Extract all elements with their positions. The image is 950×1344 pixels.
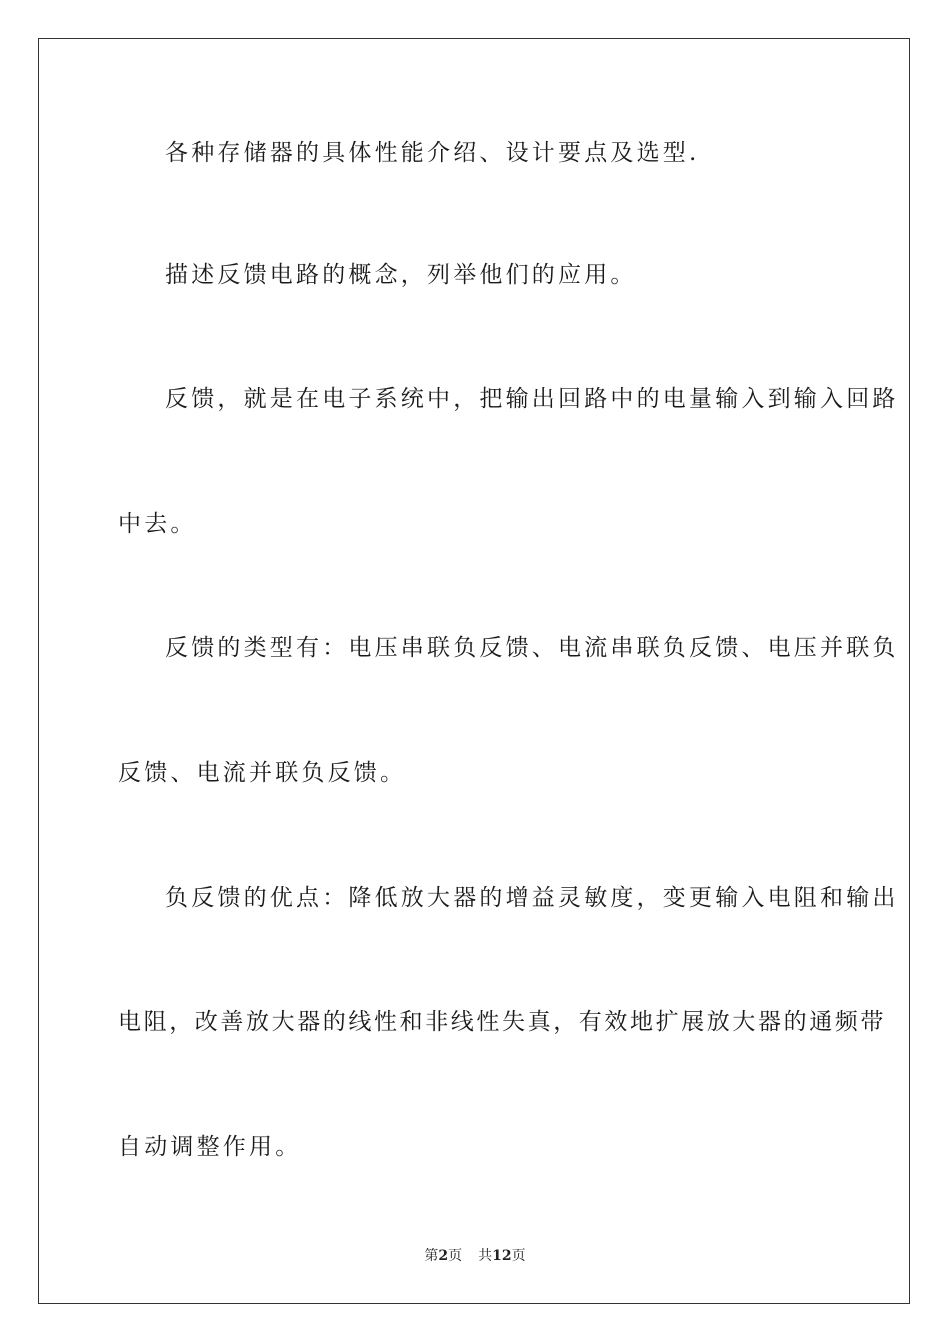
footer-total-prefix: 共	[478, 1248, 493, 1264]
paragraph-line-5: 反馈的类型有：电压串联负反馈、电流串联负反馈、电压并联负	[165, 635, 899, 661]
paragraph-line-7: 负反馈的优点：降低放大器的增益灵敏度，变更输入电阻和输出	[165, 885, 899, 911]
paragraph-line-8: 电阻，改善放大器的线性和非线性失真，有效地扩展放大器的通频带	[118, 1009, 886, 1035]
footer-total-number: 12	[492, 1248, 512, 1264]
paragraph-line-6: 反馈、电流并联负反馈。	[118, 760, 407, 786]
footer-page-suffix: 页	[448, 1248, 463, 1264]
paragraph-line-2: 描述反馈电路的概念，列举他们的应用。	[165, 262, 637, 288]
paragraph-line-3: 反馈，就是在电子系统中，把输出回路中的电量输入到输入回路	[165, 386, 899, 412]
footer-page-number: 2	[438, 1248, 449, 1264]
page-border	[38, 38, 910, 1304]
page-footer	[0, 1246, 950, 1266]
paragraph-line-9: 自动调整作用。	[118, 1134, 302, 1160]
footer-total-suffix: 页	[511, 1248, 526, 1264]
footer-page-prefix: 第	[424, 1248, 439, 1264]
paragraph-line-4: 中去。	[118, 511, 197, 537]
paragraph-line-1: 各种存储器的具体性能介绍、设计要点及选型.	[165, 140, 700, 166]
